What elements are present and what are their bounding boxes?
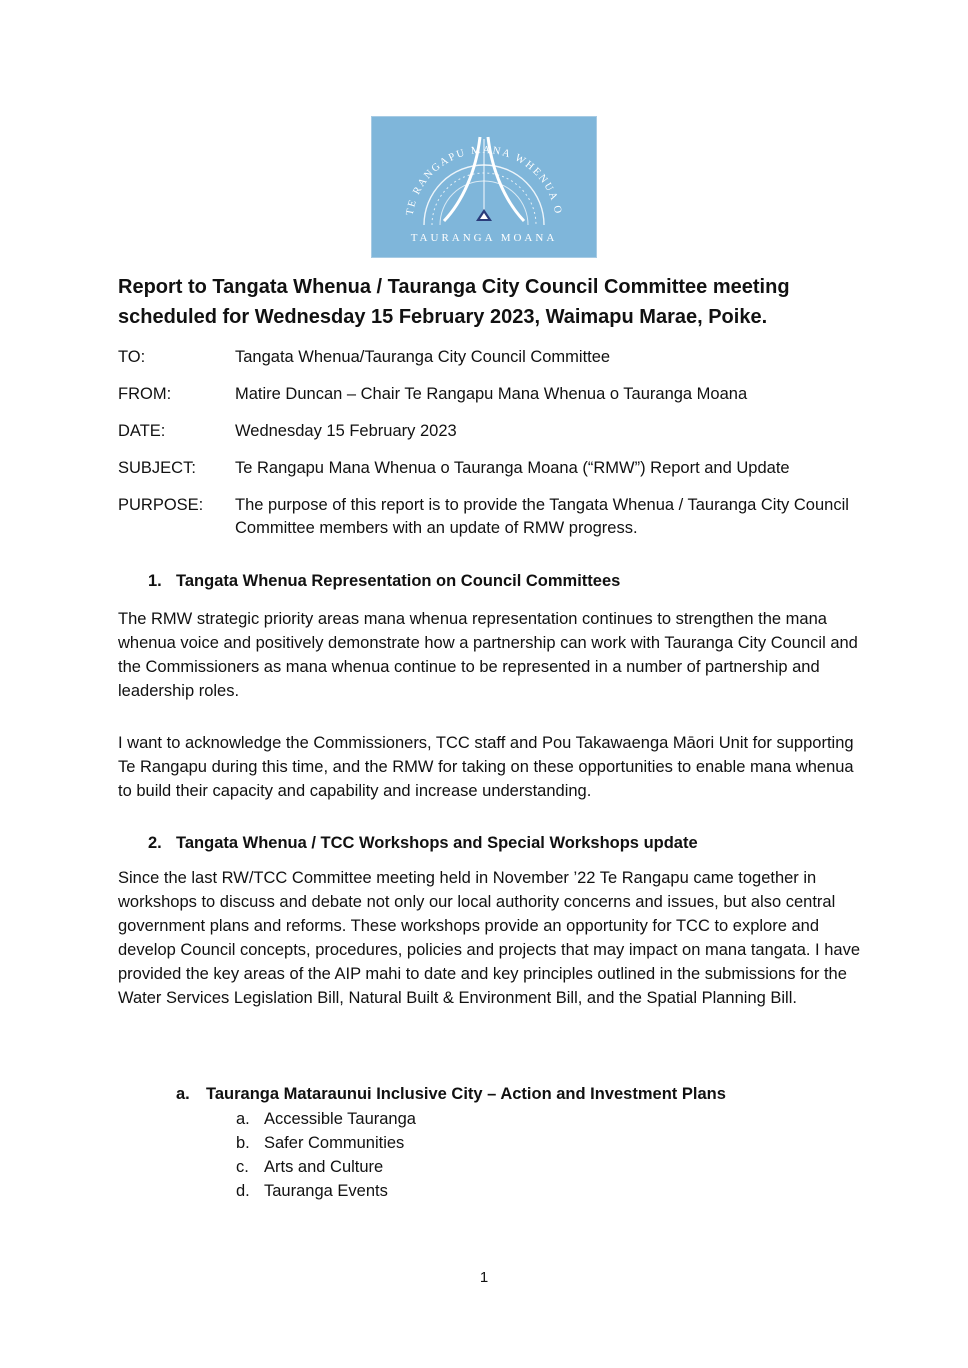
- meta-value: Wednesday 15 February 2023: [235, 422, 457, 440]
- meta-value: Matire Duncan – Chair Te Rangapu Mana Whenua o Tauranga Moana: [235, 385, 748, 403]
- meta-value: Tangata Whenua/Tauranga City Council Committee: [235, 348, 611, 366]
- subsection-heading: [176, 1083, 726, 1106]
- logo-bottom-text: TAURANGA MOANA: [410, 232, 558, 244]
- meta-label: FROM:: [118, 385, 172, 403]
- list-item: [236, 1155, 416, 1179]
- meta-label: DATE:: [118, 422, 166, 440]
- section-number: 1.: [148, 572, 162, 590]
- list-item: [236, 1131, 416, 1155]
- subsection-number: a.: [176, 1085, 190, 1103]
- list-item-text: Safer Communities: [264, 1134, 405, 1152]
- organisation-logo: [371, 116, 597, 258]
- report-title: Report to Tangata Whenua / Tauranga City Council Committee meeting scheduled for Wednesday 15 February 2023, Waimapu Marae, Poike.: [118, 276, 790, 328]
- logo-top-text: TE RANGAPU MANA WHENUA O: [404, 144, 564, 217]
- list-item: [236, 1179, 416, 1203]
- logo-emblem-icon: [372, 117, 596, 257]
- meta-label: PURPOSE:: [118, 496, 204, 514]
- meta-label: TO:: [118, 348, 146, 366]
- section-title: Tangata Whenua / TCC Workshops and Special Workshops update: [176, 834, 698, 852]
- section-1-paragraph-2: I want to acknowledge the Commissioners, TCC staff and Pou Takawaenga Māori Unit for supporting Te Rangapu during this time, and the RMW for taking on these opportunities to enable mana whenua to build their capacity and capability and increase understanding.: [118, 734, 854, 800]
- list-item-text: Arts and Culture: [264, 1158, 384, 1176]
- meta-value: The purpose of this report is to provide the Tangata Whenua / Tauranga City Council Committee members with an update of RMW progress.: [235, 496, 849, 537]
- list-marker: a.: [236, 1110, 250, 1128]
- list-marker: d.: [236, 1182, 250, 1200]
- section-heading-1: [148, 570, 620, 593]
- section-title: Tangata Whenua Representation on Council Committees: [176, 572, 621, 590]
- list-item: [236, 1107, 416, 1131]
- meta-label: SUBJECT:: [118, 459, 196, 477]
- section-1-paragraph-1: The RMW strategic priority areas mana whenua representation continues to strengthen the mana whenua voice and positively demonstrate how a partnership can work with Tauranga City Council and the Commissioners as mana whenua continue to be represented in a number of partnership and leadership roles.: [118, 610, 858, 700]
- page-number: 1: [479, 1269, 489, 1286]
- section-heading-2: [148, 832, 698, 855]
- section-2-paragraph-1: Since the last RW/TCC Committee meeting held in November ’22 Te Rangapu came together in workshops to discuss and debate not only our local authority concerns and issues, but also central government plans and reforms. These workshops provide an opportunity for TCC to explore and develop Council concepts, procedures, policies and projects that may impact on mana tangata. I have provided the key areas of the AIP mahi to date and key principles outlined in the submissions for the Water Services Legislation Bill, Natural Built & Environment Bill, and the Spatial Planning Bill.: [118, 869, 861, 1007]
- list-item-text: Accessible Tauranga: [264, 1110, 416, 1128]
- meta-value: Te Rangapu Mana Whenua o Tauranga Moana (“RMW”) Report and Update: [235, 459, 790, 477]
- section-number: 2.: [148, 834, 162, 852]
- plan-list: [236, 1107, 416, 1203]
- list-marker: b.: [236, 1134, 250, 1152]
- list-marker: c.: [236, 1158, 249, 1176]
- list-item-text: Tauranga Events: [264, 1182, 388, 1200]
- subsection-title: Tauranga Mataraunui Inclusive City – Action and Investment Plans: [206, 1085, 726, 1103]
